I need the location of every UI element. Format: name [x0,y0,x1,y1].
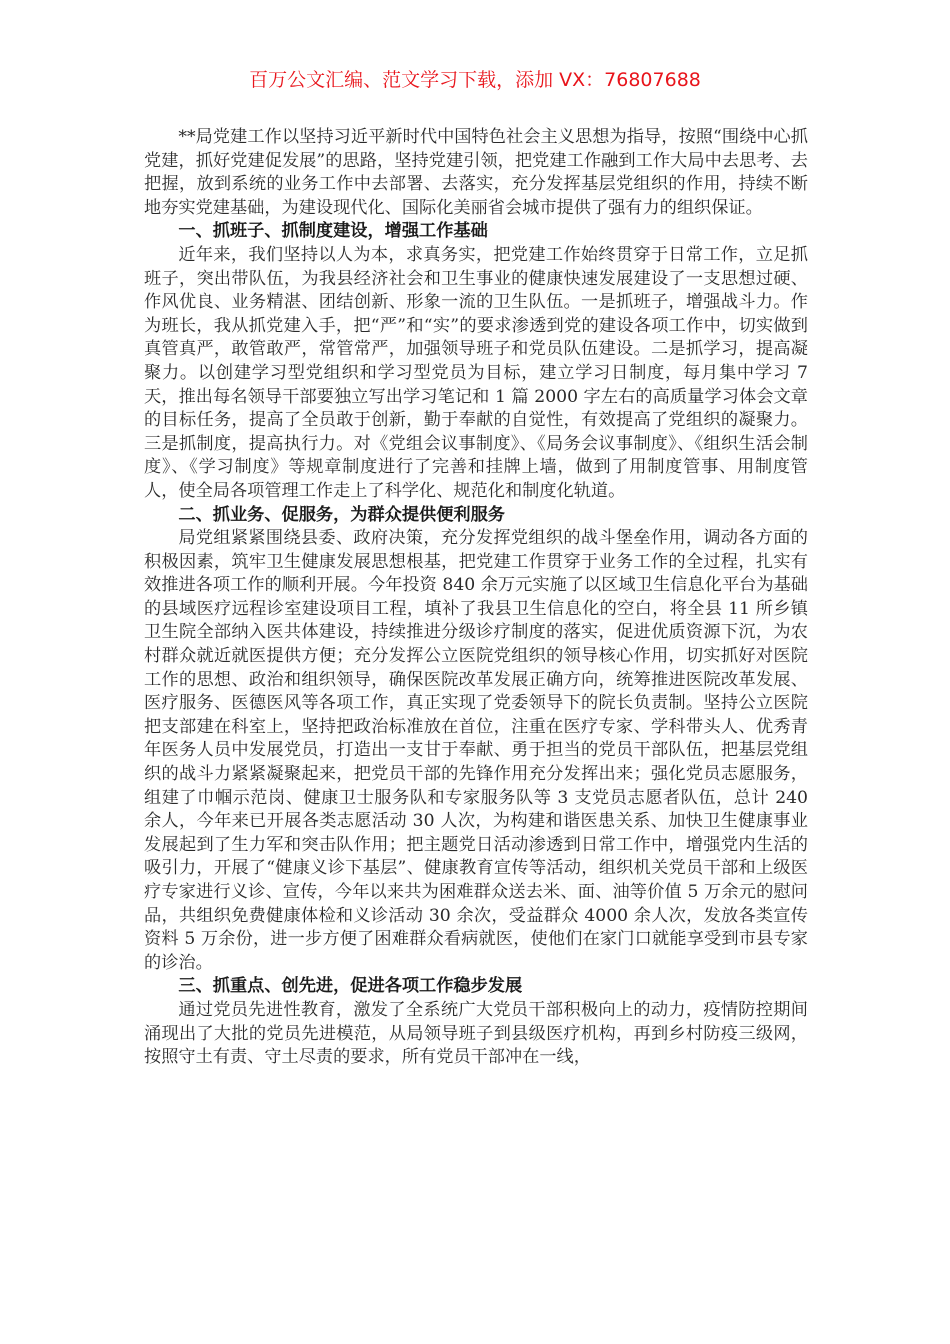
section-heading-3: 三、抓重点、创先进，促进各项工作稳步发展 [178,976,523,997]
section-heading-1: 一、抓班子、抓制度建设，增强工作基础 [178,221,488,242]
intro-paragraph: **局党建工作以坚持习近平新时代中国特色社会主义思想为指导，按照“围绕中心抓党建，抓好党建促发展”的思路，坚持党建引领，把党建工作融到工作大局中去思考、去把握，放到系统的业务工作中去部署、去落实，充分发挥基层党组织的作用，持续不断地夯实党建基础，为建设现代化、国际化美丽省会城市提供了强有力的组织保证。 [144,127,808,218]
section-paragraph-1: 近年来，我们坚持以人为本，求真务实，把党建工作始终贯穿于日常工作，立足抓班子，突出带队伍，为我县经济社会和卫生事业的健康快速发展建设了一支思想过硬、作风优良、业务精湛、团结创新、形象一流的卫生队伍。一是抓班子，增强战斗力。作为班长，我从抓党建入手，把“严”和“实”的要求渗透到党的建设各项工作中，切实做到真管真严，敢管敢严，常管常严，加强领导班子和党员队伍建设。二是抓学习，提高凝聚力。以创建学习型党组织和学习型党员为目标，建立学习日制度，每月集中学习 7 天，推出每名领导干部要独立写出学习笔记和 1 篇 2000 字左右的高质量学习体会文章的目标任务，提高了全员敢于创新，勤于奉献的自觉性，有效提高了党组织的凝聚力。三是抓制度，提高执行力。对《党组会议事制度》、《局务会议事制度》、《组织生活会制度》、《学习制度》等规章制度进行了完善和挂牌上墙，做到了用制度管事、用制度管人，使全局各项管理工作走上了科学化、规范化和制度化轨道。 [144,244,808,501]
section-paragraph-3: 通过党员先进性教育，激发了全系统广大党员干部积极向上的动力，疫情防控期间涌现出了大批的党员先进模范，从局领导班子到县级医疗机构，再到乡村防疫三级网，按照守土有责、守土尽责的要求，所有党员干部冲在一线， [144,999,808,1068]
watermark-header: 百万公文汇编、范文学习下载，添加 VX：76807688 [249,69,701,91]
document-body [144,126,808,1070]
section-heading-2: 二、抓业务、促服务，为群众提供便利服务 [178,504,505,525]
section-paragraph-2: 局党组紧紧围绕县委、政府决策，充分发挥党组织的战斗堡垒作用，调动各方面的积极因素，筑牢卫生健康发展思想根基，把党建工作贯穿于业务工作的全过程，扎实有效推进各项工作的顺利开展。今年投资 840 余万元实施了以区域卫生信息化平台为基础的县域医疗远程诊室建设项目工程，填补了我县卫生信息化的空白，将全县 11 所乡镇卫生院全部纳入医共体建设，持续推进分级诊疗制度的落实，促进优质资源下沉，为农村群众就近就医提供方便；充分发挥公立医院党组织的领导核心作用，切实抓好对医院工作的思想、政治和组织领导，确保医院改革发展正确方向，统筹推进医院改革发展、医疗服务、医德医风等各项工作，真正实现了党委领导下的院长负责制。坚持公立医院把支部建在科室上，坚持把政治标准放在首位，注重在医疗专家、学科带头人、优秀青年医务人员中发展党员，打造出一支甘于奉献、勇于担当的党员干部队伍，把基层党组织的战斗力紧紧凝聚起来，把党员干部的先锋作用充分发挥出来；强化党员志愿服务，组建了巾帼示范岗、健康卫士服务队和专家服务队等 3 支党员志愿者队伍，总计 240 余人，今年来已开展各类志愿活动 30 人次，为构建和谐医患关系、加快卫生健康事业发展起到了生力军和突击队作用；把主题党日活动渗透到日常工作中，增强党内生活的吸引力，开展了“健康义诊下基层”、健康教育宣传等活动，组织机关党员干部和上级医疗专家进行义诊、宣传，今年以来共为困难群众送去米、面、油等价值 5 万余元的慰问品，共组织免费健康体检和义诊活动 30 余次，受益群众 4000 余人次，发放各类宣传资料 5 万余份，进一步方便了困难群众看病就医，使他们在家门口就能享受到市县专家的诊治。 [144,528,808,973]
